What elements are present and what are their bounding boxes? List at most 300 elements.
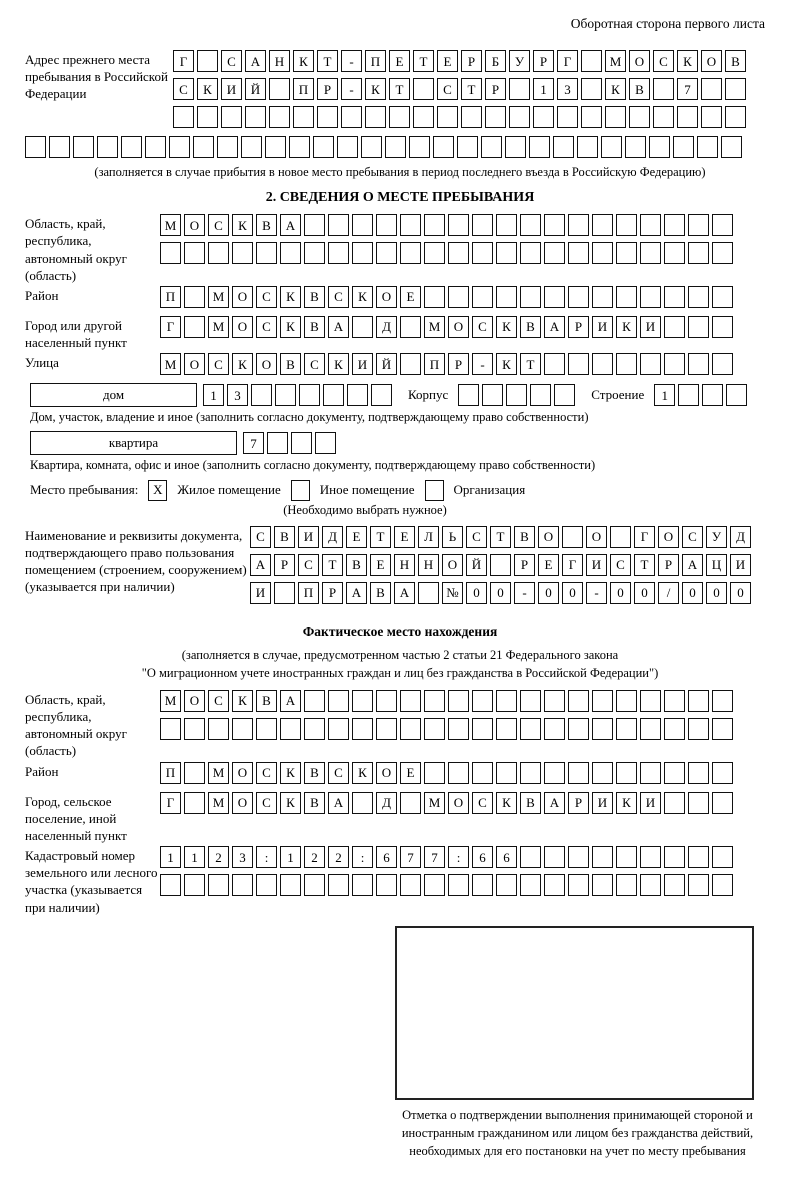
- char-cell[interactable]: К: [232, 214, 253, 236]
- char-cell[interactable]: [267, 432, 288, 454]
- char-cell[interactable]: [385, 136, 406, 158]
- char-cell[interactable]: Ь: [442, 526, 463, 548]
- char-cell[interactable]: [664, 690, 685, 712]
- char-cell[interactable]: [472, 286, 493, 308]
- char-cell[interactable]: [400, 353, 421, 375]
- char-cell[interactable]: Е: [400, 762, 421, 784]
- checkbox-organization[interactable]: [425, 480, 444, 501]
- char-cell[interactable]: [553, 136, 574, 158]
- char-cell[interactable]: О: [629, 50, 650, 72]
- char-cell[interactable]: П: [160, 762, 181, 784]
- char-cell[interactable]: [496, 718, 517, 740]
- char-cell[interactable]: О: [658, 526, 679, 548]
- char-cell[interactable]: [592, 846, 613, 868]
- char-cell[interactable]: И: [730, 554, 751, 576]
- char-cell[interactable]: [533, 106, 554, 128]
- char-cell[interactable]: К: [280, 286, 301, 308]
- char-cell[interactable]: И: [640, 792, 661, 814]
- char-cell[interactable]: В: [304, 792, 325, 814]
- char-cell[interactable]: 6: [496, 846, 517, 868]
- char-cell[interactable]: Н: [418, 554, 439, 576]
- char-cell[interactable]: [341, 106, 362, 128]
- char-cell[interactable]: [688, 690, 709, 712]
- char-cell[interactable]: М: [424, 792, 445, 814]
- char-cell[interactable]: [653, 78, 674, 100]
- char-cell[interactable]: [664, 286, 685, 308]
- char-cell[interactable]: [304, 718, 325, 740]
- char-cell[interactable]: [664, 762, 685, 784]
- char-cell[interactable]: [568, 242, 589, 264]
- char-cell[interactable]: О: [232, 286, 253, 308]
- char-cell[interactable]: [520, 214, 541, 236]
- char-cell[interactable]: [437, 106, 458, 128]
- char-cell[interactable]: А: [544, 316, 565, 338]
- char-cell[interactable]: В: [304, 316, 325, 338]
- char-cell[interactable]: Р: [658, 554, 679, 576]
- char-cell[interactable]: С: [653, 50, 674, 72]
- char-cell[interactable]: 0: [538, 582, 559, 604]
- char-cell[interactable]: 1: [160, 846, 181, 868]
- char-cell[interactable]: 1: [533, 78, 554, 100]
- char-cell[interactable]: О: [448, 316, 469, 338]
- char-cell[interactable]: Г: [173, 50, 194, 72]
- char-cell[interactable]: Р: [274, 554, 295, 576]
- char-cell[interactable]: [448, 718, 469, 740]
- char-cell[interactable]: [568, 286, 589, 308]
- char-cell[interactable]: [592, 718, 613, 740]
- char-cell[interactable]: [496, 214, 517, 236]
- char-cell[interactable]: [424, 762, 445, 784]
- char-cell[interactable]: С: [298, 554, 319, 576]
- char-cell[interactable]: [400, 214, 421, 236]
- char-cell[interactable]: В: [346, 554, 367, 576]
- char-cell[interactable]: [702, 384, 723, 406]
- char-cell[interactable]: И: [221, 78, 242, 100]
- char-cell[interactable]: [712, 690, 733, 712]
- char-cell[interactable]: [640, 846, 661, 868]
- char-cell[interactable]: [304, 690, 325, 712]
- char-cell[interactable]: [299, 384, 320, 406]
- char-cell[interactable]: Д: [376, 316, 397, 338]
- char-cell[interactable]: [400, 792, 421, 814]
- char-cell[interactable]: [562, 526, 583, 548]
- char-cell[interactable]: 0: [706, 582, 727, 604]
- char-cell[interactable]: [293, 106, 314, 128]
- char-cell[interactable]: 7: [677, 78, 698, 100]
- char-cell[interactable]: [520, 242, 541, 264]
- char-cell[interactable]: [664, 316, 685, 338]
- char-cell[interactable]: 0: [730, 582, 751, 604]
- char-cell[interactable]: [424, 286, 445, 308]
- char-cell[interactable]: О: [184, 690, 205, 712]
- char-cell[interactable]: [712, 242, 733, 264]
- checkbox-other-premises[interactable]: [291, 480, 310, 501]
- char-cell[interactable]: [376, 874, 397, 896]
- char-cell[interactable]: [496, 286, 517, 308]
- char-cell[interactable]: [581, 106, 602, 128]
- char-cell[interactable]: [568, 353, 589, 375]
- char-cell[interactable]: А: [394, 582, 415, 604]
- char-cell[interactable]: [581, 50, 602, 72]
- char-cell[interactable]: Л: [418, 526, 439, 548]
- char-cell[interactable]: [712, 762, 733, 784]
- char-cell[interactable]: Р: [322, 582, 343, 604]
- char-cell[interactable]: К: [280, 792, 301, 814]
- char-cell[interactable]: [448, 214, 469, 236]
- char-cell[interactable]: [221, 106, 242, 128]
- char-cell[interactable]: -: [586, 582, 607, 604]
- char-cell[interactable]: [688, 286, 709, 308]
- char-cell[interactable]: К: [496, 316, 517, 338]
- char-cell[interactable]: :: [256, 846, 277, 868]
- char-cell[interactable]: К: [197, 78, 218, 100]
- char-cell[interactable]: [592, 353, 613, 375]
- char-cell[interactable]: [610, 526, 631, 548]
- char-cell[interactable]: [400, 874, 421, 896]
- char-cell[interactable]: [315, 432, 336, 454]
- char-cell[interactable]: [352, 316, 373, 338]
- char-cell[interactable]: [323, 384, 344, 406]
- char-cell[interactable]: [712, 316, 733, 338]
- char-cell[interactable]: [280, 242, 301, 264]
- char-cell[interactable]: К: [496, 792, 517, 814]
- char-cell[interactable]: [481, 136, 502, 158]
- char-cell[interactable]: В: [725, 50, 746, 72]
- char-cell[interactable]: М: [605, 50, 626, 72]
- char-cell[interactable]: [616, 874, 637, 896]
- char-cell[interactable]: [649, 136, 670, 158]
- char-cell[interactable]: [424, 718, 445, 740]
- char-cell[interactable]: Р: [448, 353, 469, 375]
- char-cell[interactable]: [376, 242, 397, 264]
- char-cell[interactable]: К: [616, 792, 637, 814]
- char-cell[interactable]: [376, 214, 397, 236]
- char-cell[interactable]: Т: [317, 50, 338, 72]
- char-cell[interactable]: П: [293, 78, 314, 100]
- char-cell[interactable]: С: [466, 526, 487, 548]
- char-cell[interactable]: Б: [485, 50, 506, 72]
- char-cell[interactable]: [712, 353, 733, 375]
- char-cell[interactable]: 7: [243, 432, 264, 454]
- char-cell[interactable]: [544, 874, 565, 896]
- char-cell[interactable]: Д: [730, 526, 751, 548]
- char-cell[interactable]: [544, 214, 565, 236]
- char-cell[interactable]: 0: [610, 582, 631, 604]
- char-cell[interactable]: [581, 78, 602, 100]
- char-cell[interactable]: Т: [634, 554, 655, 576]
- char-cell[interactable]: 7: [400, 846, 421, 868]
- char-cell[interactable]: [472, 242, 493, 264]
- char-cell[interactable]: Е: [437, 50, 458, 72]
- char-cell[interactable]: [160, 874, 181, 896]
- char-cell[interactable]: К: [280, 316, 301, 338]
- char-cell[interactable]: [184, 286, 205, 308]
- char-cell[interactable]: [544, 690, 565, 712]
- char-cell[interactable]: О: [538, 526, 559, 548]
- char-cell[interactable]: О: [586, 526, 607, 548]
- char-cell[interactable]: [482, 384, 503, 406]
- char-cell[interactable]: П: [365, 50, 386, 72]
- char-cell[interactable]: [197, 50, 218, 72]
- char-cell[interactable]: С: [610, 554, 631, 576]
- char-cell[interactable]: М: [208, 316, 229, 338]
- char-cell[interactable]: [184, 762, 205, 784]
- char-cell[interactable]: [208, 874, 229, 896]
- char-cell[interactable]: А: [544, 792, 565, 814]
- char-cell[interactable]: [568, 846, 589, 868]
- char-cell[interactable]: В: [520, 316, 541, 338]
- char-cell[interactable]: [424, 690, 445, 712]
- char-cell[interactable]: Д: [376, 792, 397, 814]
- char-cell[interactable]: [554, 384, 575, 406]
- char-cell[interactable]: [269, 78, 290, 100]
- char-cell[interactable]: [640, 353, 661, 375]
- char-cell[interactable]: С: [437, 78, 458, 100]
- char-cell[interactable]: [640, 718, 661, 740]
- char-cell[interactable]: [544, 762, 565, 784]
- char-cell[interactable]: 0: [466, 582, 487, 604]
- char-cell[interactable]: [376, 690, 397, 712]
- char-cell[interactable]: Й: [245, 78, 266, 100]
- char-cell[interactable]: [712, 214, 733, 236]
- char-cell[interactable]: [400, 690, 421, 712]
- char-cell[interactable]: [289, 136, 310, 158]
- char-cell[interactable]: :: [352, 846, 373, 868]
- char-cell[interactable]: [496, 874, 517, 896]
- char-cell[interactable]: В: [274, 526, 295, 548]
- char-cell[interactable]: О: [448, 792, 469, 814]
- char-cell[interactable]: [616, 762, 637, 784]
- char-cell[interactable]: В: [304, 286, 325, 308]
- char-cell[interactable]: [352, 874, 373, 896]
- char-cell[interactable]: Е: [400, 286, 421, 308]
- char-cell[interactable]: [291, 432, 312, 454]
- char-cell[interactable]: Р: [461, 50, 482, 72]
- char-cell[interactable]: [490, 554, 511, 576]
- char-cell[interactable]: 6: [376, 846, 397, 868]
- char-cell[interactable]: [365, 106, 386, 128]
- char-cell[interactable]: 0: [634, 582, 655, 604]
- char-cell[interactable]: [568, 214, 589, 236]
- char-cell[interactable]: Г: [160, 792, 181, 814]
- char-cell[interactable]: О: [184, 353, 205, 375]
- char-cell[interactable]: [352, 690, 373, 712]
- char-cell[interactable]: [472, 690, 493, 712]
- char-cell[interactable]: [640, 242, 661, 264]
- char-cell[interactable]: [520, 286, 541, 308]
- char-cell[interactable]: И: [352, 353, 373, 375]
- char-cell[interactable]: В: [304, 762, 325, 784]
- char-cell[interactable]: [461, 106, 482, 128]
- char-cell[interactable]: 6: [472, 846, 493, 868]
- char-cell[interactable]: [400, 242, 421, 264]
- char-cell[interactable]: [688, 242, 709, 264]
- char-cell[interactable]: 7: [424, 846, 445, 868]
- char-cell[interactable]: [601, 136, 622, 158]
- char-cell[interactable]: О: [184, 214, 205, 236]
- char-cell[interactable]: 3: [232, 846, 253, 868]
- char-cell[interactable]: Д: [322, 526, 343, 548]
- char-cell[interactable]: [160, 242, 181, 264]
- char-cell[interactable]: [418, 582, 439, 604]
- char-cell[interactable]: [275, 384, 296, 406]
- char-cell[interactable]: [184, 242, 205, 264]
- char-cell[interactable]: Т: [413, 50, 434, 72]
- char-cell[interactable]: :: [448, 846, 469, 868]
- char-cell[interactable]: [121, 136, 142, 158]
- char-cell[interactable]: К: [352, 286, 373, 308]
- char-cell[interactable]: [616, 242, 637, 264]
- char-cell[interactable]: [664, 242, 685, 264]
- char-cell[interactable]: [664, 718, 685, 740]
- char-cell[interactable]: [328, 690, 349, 712]
- char-cell[interactable]: У: [706, 526, 727, 548]
- char-cell[interactable]: [605, 106, 626, 128]
- char-cell[interactable]: [413, 106, 434, 128]
- char-cell[interactable]: [184, 718, 205, 740]
- char-cell[interactable]: Н: [394, 554, 415, 576]
- char-cell[interactable]: [274, 582, 295, 604]
- char-cell[interactable]: [361, 136, 382, 158]
- char-cell[interactable]: [448, 874, 469, 896]
- char-cell[interactable]: [592, 874, 613, 896]
- char-cell[interactable]: К: [496, 353, 517, 375]
- char-cell[interactable]: Й: [466, 554, 487, 576]
- char-cell[interactable]: [458, 384, 479, 406]
- char-cell[interactable]: [496, 690, 517, 712]
- char-cell[interactable]: [640, 690, 661, 712]
- char-cell[interactable]: А: [250, 554, 271, 576]
- char-cell[interactable]: [544, 353, 565, 375]
- char-cell[interactable]: К: [677, 50, 698, 72]
- char-cell[interactable]: Т: [520, 353, 541, 375]
- char-cell[interactable]: М: [424, 316, 445, 338]
- char-cell[interactable]: [568, 718, 589, 740]
- char-cell[interactable]: [688, 762, 709, 784]
- char-cell[interactable]: [725, 106, 746, 128]
- char-cell[interactable]: [232, 242, 253, 264]
- char-cell[interactable]: [653, 106, 674, 128]
- char-cell[interactable]: [328, 214, 349, 236]
- char-cell[interactable]: В: [256, 214, 277, 236]
- char-cell[interactable]: [304, 214, 325, 236]
- char-cell[interactable]: [424, 242, 445, 264]
- char-cell[interactable]: А: [346, 582, 367, 604]
- char-cell[interactable]: [256, 242, 277, 264]
- char-cell[interactable]: И: [592, 316, 613, 338]
- char-cell[interactable]: [448, 762, 469, 784]
- char-cell[interactable]: [400, 718, 421, 740]
- char-cell[interactable]: [472, 874, 493, 896]
- char-cell[interactable]: 2: [208, 846, 229, 868]
- char-cell[interactable]: [184, 874, 205, 896]
- char-cell[interactable]: К: [328, 353, 349, 375]
- char-cell[interactable]: [701, 106, 722, 128]
- char-cell[interactable]: [376, 718, 397, 740]
- char-cell[interactable]: О: [232, 792, 253, 814]
- char-cell[interactable]: О: [256, 353, 277, 375]
- char-cell[interactable]: [520, 762, 541, 784]
- char-cell[interactable]: [664, 353, 685, 375]
- char-cell[interactable]: [400, 316, 421, 338]
- char-cell[interactable]: В: [629, 78, 650, 100]
- char-cell[interactable]: [448, 286, 469, 308]
- char-cell[interactable]: [472, 718, 493, 740]
- char-cell[interactable]: С: [472, 792, 493, 814]
- char-cell[interactable]: [592, 286, 613, 308]
- char-cell[interactable]: [208, 242, 229, 264]
- char-cell[interactable]: [241, 136, 262, 158]
- char-cell[interactable]: А: [245, 50, 266, 72]
- char-cell[interactable]: [592, 690, 613, 712]
- char-cell[interactable]: [712, 874, 733, 896]
- char-cell[interactable]: [712, 792, 733, 814]
- char-cell[interactable]: [304, 242, 325, 264]
- char-cell[interactable]: [208, 718, 229, 740]
- char-cell[interactable]: [640, 762, 661, 784]
- char-cell[interactable]: С: [682, 526, 703, 548]
- char-cell[interactable]: /: [658, 582, 679, 604]
- char-cell[interactable]: С: [472, 316, 493, 338]
- checkbox-residential[interactable]: X: [148, 480, 167, 501]
- char-cell[interactable]: [509, 78, 530, 100]
- char-cell[interactable]: [317, 106, 338, 128]
- char-cell[interactable]: [232, 874, 253, 896]
- char-cell[interactable]: [245, 106, 266, 128]
- char-cell[interactable]: [97, 136, 118, 158]
- char-cell[interactable]: [616, 286, 637, 308]
- char-cell[interactable]: 1: [203, 384, 224, 406]
- char-cell[interactable]: [169, 136, 190, 158]
- char-cell[interactable]: С: [328, 286, 349, 308]
- char-cell[interactable]: [664, 874, 685, 896]
- char-cell[interactable]: С: [256, 762, 277, 784]
- char-cell[interactable]: [160, 718, 181, 740]
- char-cell[interactable]: [424, 214, 445, 236]
- char-cell[interactable]: [424, 874, 445, 896]
- char-cell[interactable]: [688, 792, 709, 814]
- char-cell[interactable]: М: [208, 792, 229, 814]
- char-cell[interactable]: К: [293, 50, 314, 72]
- char-cell[interactable]: [256, 718, 277, 740]
- char-cell[interactable]: [678, 384, 699, 406]
- char-cell[interactable]: [433, 136, 454, 158]
- char-cell[interactable]: Р: [317, 78, 338, 100]
- char-cell[interactable]: [592, 214, 613, 236]
- char-cell[interactable]: [371, 384, 392, 406]
- char-cell[interactable]: А: [280, 214, 301, 236]
- char-cell[interactable]: 0: [562, 582, 583, 604]
- char-cell[interactable]: И: [250, 582, 271, 604]
- char-cell[interactable]: [173, 106, 194, 128]
- char-cell[interactable]: -: [514, 582, 535, 604]
- char-cell[interactable]: Т: [370, 526, 391, 548]
- char-cell[interactable]: К: [232, 690, 253, 712]
- char-cell[interactable]: О: [701, 50, 722, 72]
- char-cell[interactable]: [640, 286, 661, 308]
- char-cell[interactable]: Г: [562, 554, 583, 576]
- char-cell[interactable]: М: [208, 762, 229, 784]
- char-cell[interactable]: [472, 762, 493, 784]
- char-cell[interactable]: -: [472, 353, 493, 375]
- char-cell[interactable]: К: [605, 78, 626, 100]
- char-cell[interactable]: [568, 690, 589, 712]
- char-cell[interactable]: Т: [490, 526, 511, 548]
- char-cell[interactable]: [577, 136, 598, 158]
- char-cell[interactable]: [520, 690, 541, 712]
- char-cell[interactable]: Т: [461, 78, 482, 100]
- char-cell[interactable]: [472, 214, 493, 236]
